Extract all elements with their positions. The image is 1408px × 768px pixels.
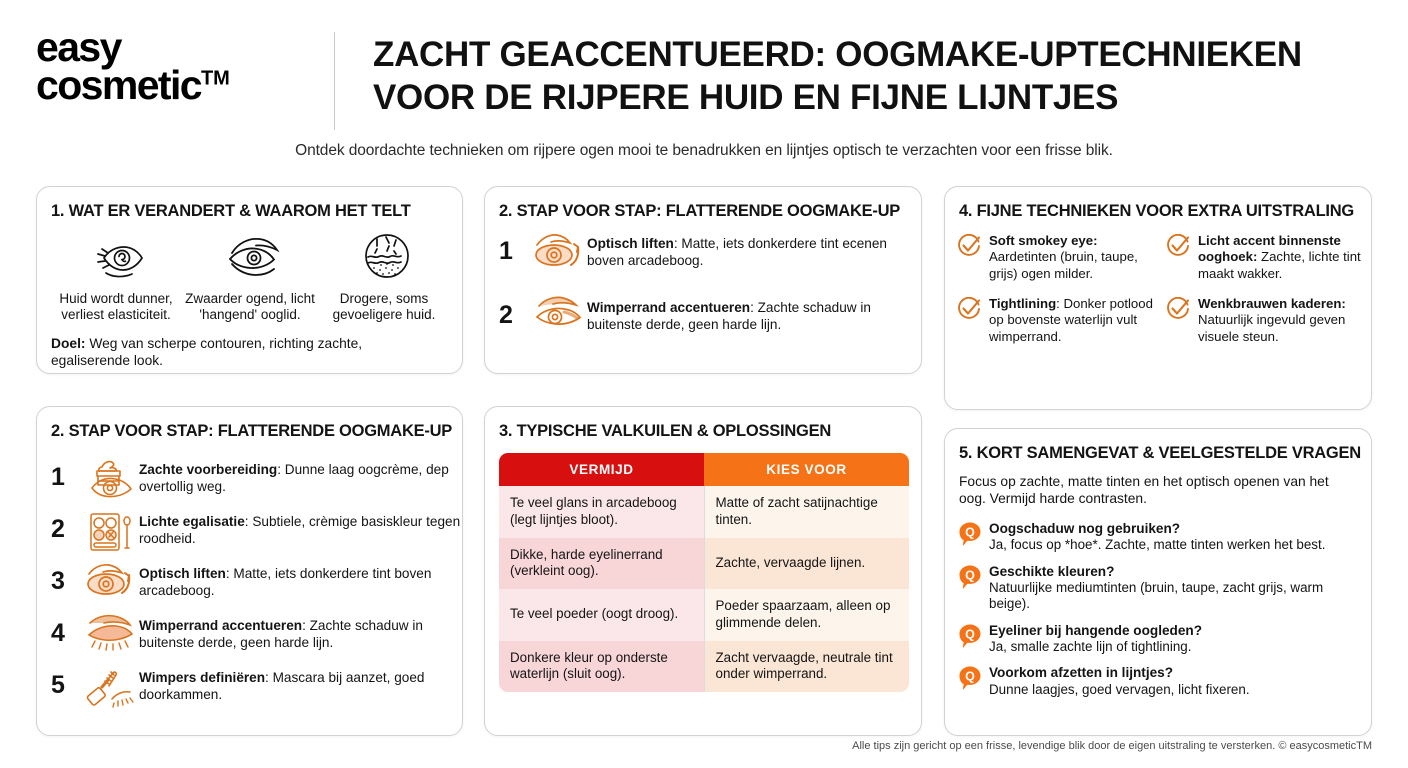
faq-list bbox=[959, 521, 1363, 708]
question-bubble-icon bbox=[959, 521, 989, 551]
list-item bbox=[51, 665, 461, 717]
card4-rest: : Donker potlood op bovenste waterlijn vult wimperrand. bbox=[989, 296, 1153, 344]
step-number: 5 bbox=[51, 671, 65, 699]
list-item bbox=[499, 231, 909, 295]
card4-bold: Soft smokey eye: bbox=[989, 233, 1098, 248]
faq-question: Voorkom afzetten in lijntjes? bbox=[989, 665, 1174, 681]
step-number: 2 bbox=[51, 515, 65, 543]
brand-logo bbox=[36, 24, 304, 109]
faq-question: Eyeliner bij hangende oogleden? bbox=[989, 622, 1202, 638]
brand-line-2: cosmetic bbox=[36, 62, 201, 109]
step-bold: Wimperrand accentueren bbox=[587, 300, 751, 315]
card-fine-techniques bbox=[944, 186, 1372, 410]
card4-grid bbox=[957, 233, 1365, 345]
step-bold: Optisch liften bbox=[139, 566, 226, 581]
card4-rest: Natuurlijk ingevuld geven visuele steun. bbox=[1198, 312, 1346, 344]
faq-answer: Natuurlijke mediumtinten (bruin, taupe, zacht grijs, warm beige). bbox=[989, 579, 1324, 612]
table-row bbox=[499, 641, 909, 693]
card-steps-full bbox=[36, 406, 463, 736]
card4-bold: Wenkbrauwen kaderen: bbox=[1198, 296, 1346, 312]
faq-answer: Ja, smalle zachte lijn of tightlining. bbox=[989, 638, 1192, 654]
step-text bbox=[587, 231, 909, 269]
step-text bbox=[139, 561, 461, 599]
step-text bbox=[587, 295, 909, 333]
question-bubble-icon bbox=[959, 623, 989, 653]
step-rest: : Mascara bij aanzet, goed doorkammen. bbox=[139, 670, 425, 703]
list-item bbox=[957, 296, 1156, 345]
list-item bbox=[957, 233, 1156, 282]
card1-goal-label: Doel: bbox=[51, 336, 86, 351]
brand-line-1: easy bbox=[36, 24, 121, 70]
lash-line-eye-icon bbox=[531, 295, 587, 335]
step-text bbox=[139, 613, 461, 651]
card5-intro: Focus op zachte, matte tinten en het optisch openen van het oog. Vermijd harde contrasten. bbox=[959, 474, 1329, 507]
svg-text:Q: Q bbox=[965, 627, 975, 642]
card5-title: 5. KORT SAMENGEVAT & VEELGESTELDE VRAGEN bbox=[959, 444, 1361, 462]
eyeshadow-palette-icon bbox=[83, 509, 139, 555]
page-subtitle: Ontdek doordachte technieken om rijpere ogen mooi te benadrukken en lijntjes optisch te verzachten voor een frisse blik. bbox=[295, 142, 1113, 159]
faq-body bbox=[989, 665, 1363, 698]
step-number: 2 bbox=[499, 301, 513, 329]
card1-icon-row bbox=[49, 231, 449, 286]
card4-text bbox=[989, 233, 1156, 282]
list-item bbox=[51, 561, 461, 613]
list-item bbox=[51, 509, 461, 561]
cell-choose: Poeder spaarzaam, alleen op glimmende delen. bbox=[704, 589, 909, 641]
step-bold: Wimpers definiëren bbox=[139, 670, 266, 685]
faq-body bbox=[989, 521, 1363, 554]
faq-question: Geschikte kleuren? bbox=[989, 563, 1115, 579]
eye-cream-jar-icon bbox=[83, 457, 139, 503]
step-number: 1 bbox=[51, 463, 65, 491]
list-item bbox=[959, 521, 1363, 554]
lift-eye-arrow-icon bbox=[83, 561, 139, 603]
table-row bbox=[499, 589, 909, 641]
step-rest: : Matte, iets donkerdere tint boven arcadeboog. bbox=[139, 566, 432, 599]
list-item bbox=[51, 457, 461, 509]
mascara-wand-icon bbox=[83, 665, 139, 709]
check-circle-icon bbox=[957, 233, 989, 263]
svg-text:Q: Q bbox=[965, 669, 975, 684]
card-pitfalls-table bbox=[484, 406, 922, 736]
card4-text bbox=[989, 296, 1156, 345]
svg-text:Q: Q bbox=[965, 568, 975, 583]
faq-question: Oogschaduw nog gebruiken? bbox=[989, 521, 1181, 536]
card-steps-top bbox=[484, 186, 922, 374]
cell-choose: Matte of zacht satijnachtige tinten. bbox=[704, 486, 909, 538]
card-faq bbox=[944, 428, 1372, 736]
faq-answer: Ja, focus op *hoe*. Zachte, matte tinten werken het best. bbox=[989, 537, 1326, 553]
lift-eye-arrow-icon bbox=[531, 231, 587, 277]
card2-step-list bbox=[51, 457, 461, 717]
check-circle-icon bbox=[957, 296, 989, 326]
list-item bbox=[959, 623, 1363, 656]
step-bold: Zachte voorbereiding bbox=[139, 462, 278, 477]
card4-text bbox=[1198, 296, 1365, 345]
thin-skin-eye-icon bbox=[86, 235, 150, 286]
column-header-choose: KIES VOOR bbox=[704, 453, 909, 486]
step-bold: Wimperrand accentueren bbox=[139, 618, 303, 633]
step-rest: : Dunne laag oogcrème, dep overtollig weg. bbox=[139, 462, 449, 495]
card2-title: 2. STAP VOOR STAP: FLATTERENDE OOGMAKE-UP bbox=[51, 422, 453, 440]
header-divider bbox=[334, 32, 335, 130]
trademark-symbol: TM bbox=[200, 67, 230, 90]
header bbox=[0, 0, 1408, 170]
list-item bbox=[499, 295, 909, 359]
card4-text bbox=[1198, 233, 1365, 282]
table-row bbox=[499, 486, 909, 538]
cell-avoid: Dikke, harde eyelinerrand (verkleint oog). bbox=[499, 538, 704, 590]
card1-caption: Drogere, soms gevoeligere huid. bbox=[332, 291, 436, 323]
list-item bbox=[959, 665, 1363, 698]
column-header-avoid: VERMIJD bbox=[499, 453, 704, 486]
table-header-row bbox=[499, 453, 909, 486]
hooded-eye-icon bbox=[224, 235, 288, 286]
card1-goal-text: Weg van scherpe contouren, richting zachte, egaliserende look. bbox=[51, 336, 363, 369]
svg-text:Q: Q bbox=[965, 525, 975, 540]
list-item bbox=[51, 613, 461, 665]
step-text bbox=[139, 665, 461, 703]
step-rest: : Subtiele, crèmige basiskleur tegen roodheid. bbox=[139, 514, 461, 547]
card1-caption: Huid wordt dunner, verliest elasticiteit. bbox=[59, 291, 173, 323]
question-bubble-icon bbox=[959, 665, 989, 695]
cell-choose: Zacht vervaagde, neutrale tint onder wimperrand. bbox=[704, 641, 909, 693]
faq-body bbox=[989, 623, 1363, 656]
step-number: 1 bbox=[499, 237, 513, 265]
card4-rest: Aardetinten (bruin, taupe, grijs) ogen milder. bbox=[989, 249, 1138, 281]
list-item bbox=[959, 564, 1363, 613]
card-what-changes bbox=[36, 186, 463, 374]
card4-title: 4. FIJNE TECHNIEKEN VOOR EXTRA UITSTRALING bbox=[959, 202, 1355, 220]
check-circle-icon bbox=[1166, 296, 1198, 326]
check-circle-icon bbox=[1166, 233, 1198, 263]
card4-rest: Zachte, lichte tint maakt wakker. bbox=[1198, 249, 1361, 281]
faq-answer: Dunne laagjes, goed vervagen, licht fixeren. bbox=[989, 681, 1250, 697]
step-number: 3 bbox=[51, 567, 65, 595]
card4-bold: Tightlining bbox=[989, 296, 1057, 312]
shaded-eyelid-icon bbox=[83, 613, 139, 653]
step-number: 4 bbox=[51, 619, 65, 647]
cell-choose: Zachte, vervaagde lijnen. bbox=[704, 538, 909, 590]
step-rest: : Zachte schaduw in buitenste derde, geen harde lijn. bbox=[587, 300, 871, 333]
card1-title: 1. WAT ER VERANDERT & WAAROM HET TELT bbox=[51, 202, 411, 220]
card1-goal bbox=[51, 335, 441, 370]
table-row bbox=[499, 538, 909, 590]
list-item bbox=[1166, 233, 1365, 282]
faq-body bbox=[989, 564, 1363, 613]
step-text bbox=[139, 509, 461, 547]
card3-title: 3. TYPISCHE VALKUILEN & OPLOSSINGEN bbox=[499, 422, 831, 440]
question-bubble-icon bbox=[959, 564, 989, 594]
page-title: ZACHT GEACCENTUEERD: OOGMAKE-UPTECHNIEKEN VOOR DE RIJPERE HUID EN FIJNE LIJNTJES bbox=[373, 35, 1302, 117]
footer-note: Alle tips zijn gericht op een frisse, levendige blik door de eigen uitstraling te versterken. © easycosmeticTM bbox=[852, 740, 1372, 752]
cell-avoid: Te veel poeder (oogt droog). bbox=[499, 589, 704, 641]
step-bold: Optisch liften bbox=[587, 236, 674, 251]
card4-bold: Licht accent binnenste ooghoek: bbox=[1198, 233, 1341, 265]
dry-skin-texture-icon bbox=[362, 231, 412, 286]
pitfalls-table bbox=[499, 453, 909, 692]
step-rest: : Matte, iets donkerdere tint ecenen boven arcadeboog. bbox=[587, 236, 887, 269]
card2top-title: 2. STAP VOOR STAP: FLATTERENDE OOGMAKE-UP bbox=[499, 202, 901, 220]
card1-caption: Zwaarder ogend, licht 'hangend' ooglid. bbox=[185, 291, 315, 323]
cell-avoid: Donkere kleur op onderste waterlijn (sluit oog). bbox=[499, 641, 704, 693]
list-item bbox=[1166, 296, 1365, 345]
step-text bbox=[139, 457, 461, 495]
cell-avoid: Te veel glans in arcadeboog (legt lijntjes bloot). bbox=[499, 486, 704, 538]
step-rest: : Zachte schaduw in buitenste derde, geen harde lijn. bbox=[139, 618, 423, 651]
card1-caption-row bbox=[49, 291, 451, 324]
card2top-step-list bbox=[499, 231, 909, 359]
step-bold: Lichte egalisatie bbox=[139, 514, 245, 529]
